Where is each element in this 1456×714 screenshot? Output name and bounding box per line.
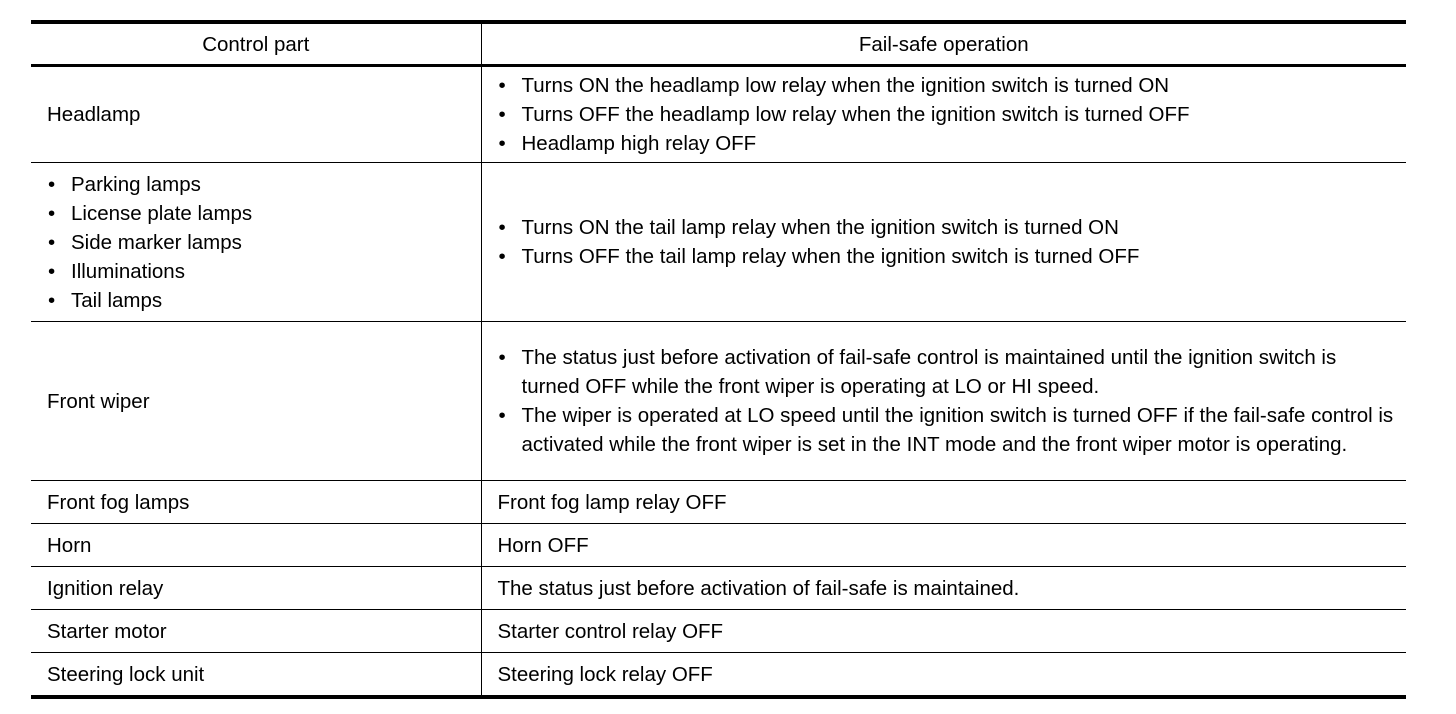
- fail-safe-table: [31, 20, 1406, 699]
- control-part-list: [47, 170, 467, 315]
- fail-safe-operation-cell: Steering lock relay OFF: [481, 653, 1406, 698]
- fail-safe-operation-cell: Horn OFF: [481, 524, 1406, 567]
- fail-safe-operation-cell: Starter control relay OFF: [481, 610, 1406, 653]
- column-header-control-part: Control part: [31, 22, 481, 66]
- list-item: • Turns ON the headlamp low relay when the ignition switch is turned ON: [498, 71, 1397, 100]
- list-item: • Tail lamps: [47, 286, 467, 315]
- fail-safe-operation-cell: The status just before activation of fail-safe is maintained.: [481, 567, 1406, 610]
- table-row: [31, 66, 1406, 163]
- fail-safe-operation-cell: [481, 66, 1406, 163]
- list-item: • Illuminations: [47, 257, 467, 286]
- control-part-cell: [31, 163, 481, 322]
- fail-safe-operation-cell: [481, 163, 1406, 322]
- table-row: [31, 524, 1406, 567]
- list-item: • Turns OFF the headlamp low relay when the ignition switch is turned OFF: [498, 100, 1397, 129]
- table-row: [31, 322, 1406, 481]
- fail-safe-operation-cell: [481, 322, 1406, 481]
- control-part-cell: Headlamp: [47, 103, 141, 126]
- control-part-cell: Front fog lamps: [31, 481, 481, 524]
- list-item: • License plate lamps: [47, 199, 467, 228]
- column-header-fail-safe-operation: Fail-safe operation: [481, 22, 1406, 66]
- control-part-cell: Front wiper: [31, 322, 481, 481]
- control-part-cell: Ignition relay: [31, 567, 481, 610]
- table-row: [31, 481, 1406, 524]
- list-item: • Parking lamps: [47, 170, 467, 199]
- list-item: • Side marker lamps: [47, 228, 467, 257]
- list-item: • The wiper is operated at LO speed until the ignition switch is turned OFF if the fail-safe control is activated while the front wiper is set in the INT mode and the front wiper motor is operating.: [498, 401, 1397, 459]
- table-header-row: [31, 22, 1406, 66]
- operation-list: [498, 71, 1397, 158]
- table-row: [31, 653, 1406, 698]
- control-part-cell: Starter motor: [31, 610, 481, 653]
- table-row: [31, 567, 1406, 610]
- list-item: • Turns ON the tail lamp relay when the ignition switch is turned ON: [498, 213, 1397, 242]
- fail-safe-operation-cell: Front fog lamp relay OFF: [481, 481, 1406, 524]
- list-item: • The status just before activation of fail-safe control is maintained until the ignition switch is turned OFF while the front wiper is operating at LO or HI speed.: [498, 343, 1397, 401]
- table-row: [31, 163, 1406, 322]
- list-item: • Turns OFF the tail lamp relay when the ignition switch is turned OFF: [498, 242, 1397, 271]
- control-part-cell: Steering lock unit: [31, 653, 481, 698]
- operation-list: [498, 213, 1397, 271]
- list-item: • Headlamp high relay OFF: [498, 129, 1397, 158]
- control-part-cell: Horn: [31, 524, 481, 567]
- operation-list: [498, 343, 1397, 459]
- table-row: [31, 610, 1406, 653]
